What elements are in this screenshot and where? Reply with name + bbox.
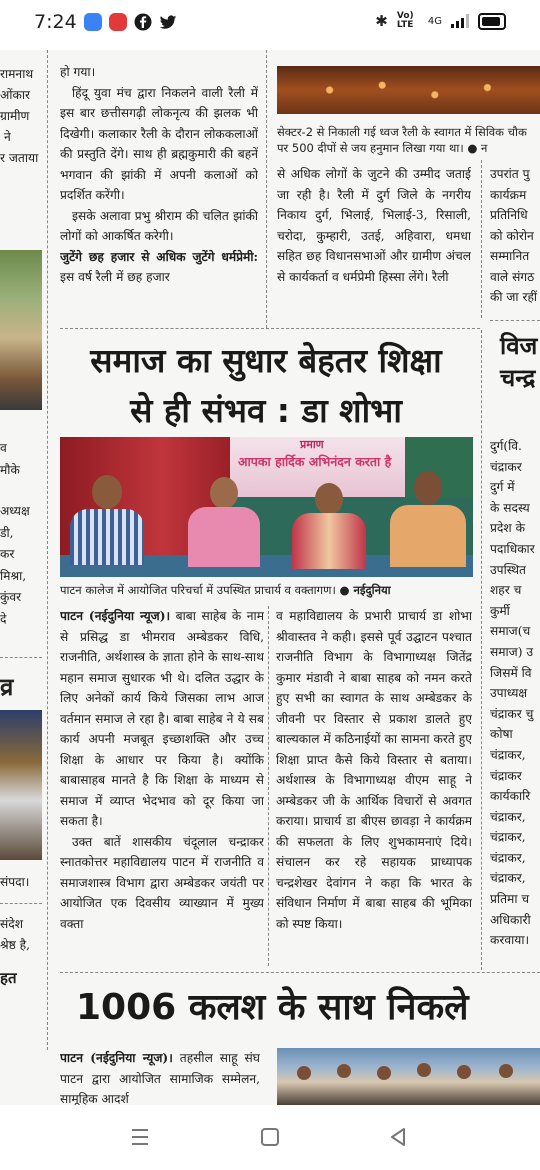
top-article-col2 xyxy=(277,164,471,314)
sos-app-icon xyxy=(109,13,127,31)
left-strip-line: व xyxy=(0,441,7,455)
caption-text: पाटन कालेज में आयोजित परिचर्चा में उपस्थित प्राचार्य व वक्तागण। xyxy=(60,583,336,597)
main-article-col2 xyxy=(276,606,472,968)
bold-lead: जुटेंगे छह हजार से अधिक जुटेंगे धर्मप्रेमी: xyxy=(60,249,258,264)
left-strip-line: संदेश xyxy=(0,917,23,931)
dateline: पाटन (नईदुनिया न्यूज)। xyxy=(60,1051,173,1065)
right-article-line: शहर च xyxy=(490,583,522,598)
seminar-photo-caption xyxy=(60,582,480,598)
left-strip-line: ने xyxy=(4,130,11,144)
person-2 xyxy=(188,477,260,567)
paragraph: हो गया। xyxy=(60,65,96,79)
battery-icon xyxy=(478,13,506,30)
section-divider xyxy=(490,320,540,321)
left-strip-line: अध्यक्ष xyxy=(0,504,30,518)
volte-label: Vo) LTE xyxy=(396,11,414,30)
right-article-line: चंद्राकर, xyxy=(490,871,526,886)
right-article-line: चंद्राकर xyxy=(490,459,522,474)
left-strip-line: ग्रामीण xyxy=(0,109,30,123)
main-article-col1 xyxy=(60,606,264,968)
right-article-line: कार्यकारि xyxy=(490,789,531,804)
main-headline xyxy=(52,336,480,436)
right-headline-line: चन्द्र xyxy=(500,364,536,392)
column-rule xyxy=(481,330,482,970)
navigation-bar xyxy=(0,1105,540,1170)
right-article-headline xyxy=(500,330,540,394)
left-strip-mid xyxy=(0,438,42,630)
right-article-line: चंद्राकर, xyxy=(490,830,526,845)
left-strip-photo xyxy=(0,250,42,410)
paragraph xyxy=(60,606,264,832)
right-article-line: प्रतिमा च xyxy=(490,892,530,907)
right-article-line: चंद्राकर xyxy=(490,768,522,783)
column-rule xyxy=(481,160,482,318)
left-strip-line: मिश्रा, xyxy=(0,568,27,583)
newspaper-page[interactable] xyxy=(0,50,540,1105)
right-article-line: चंद्राकर, xyxy=(490,747,526,762)
welcome-banner-text: आपका हार्दिक अभिनंदन करता है xyxy=(238,454,392,469)
top-article-col3 xyxy=(490,164,540,314)
back-icon[interactable] xyxy=(386,1125,410,1149)
main-headline-line1: समाज का सुधार बेहतर शिक्षा xyxy=(90,341,442,380)
home-icon[interactable] xyxy=(258,1125,282,1149)
right-article-line: दुर्ग(वि. xyxy=(490,439,522,453)
paragraph: उपरांत पु कार्यक्रम प्रतिनिधि को कोरोन सम्मानित वाले संगठ की जा रहीं xyxy=(490,167,538,304)
right-article-line: कुर्मी xyxy=(490,603,510,618)
left-strip-line: कुंवर xyxy=(0,590,22,604)
left-strip-line: हत xyxy=(0,969,17,987)
right-article-line: कोषा xyxy=(490,727,513,742)
status-time: 7:24 xyxy=(34,11,77,33)
seminar-photo xyxy=(60,437,473,577)
left-strip-divider-2 xyxy=(0,903,42,904)
right-article-line: जिसमें वि xyxy=(490,665,532,680)
paragraph: व महाविद्यालय के प्रभारी प्राचार्य डा शोभा श्रीवास्तव ने कही। इससे पूर्व उद्घाटन पश्चात राजनीति विभाग के विभागाध्यक्ष जितेंद्र कुमार मंडावी ने बाबा साहब को नमन करते हुए सभी का स्वागत के साथ अम्बेडकर के जीवनी पर विस्तार से प्रकाश डालते हुए बाल्यकाल में कठिनाईयों का सामना करते हुए शिक्षा प्राप्त कैसे किये विस्तार से बताया। अर्थशास्त्र के विभागाध्यक्ष वीएम साहू ने अम्बेडकर जी के आर्थिक विचारों से अवगत कराया। प्राचार्य डा बीएस छावड़ा ने कार्यक्रम की सफलता के लिए शुभकामनाएं दिये। संचालन कर रहे सहायक प्राध्यापक चन्द्रशेखर देवांगन ने कहा कि भारत के संविधान निर्माण में बाबा साहब की भूमिका को स्पष्ट किया। xyxy=(276,609,472,931)
right-article-line: चंद्राकर चु xyxy=(490,706,534,721)
top-article-col1 xyxy=(60,62,258,324)
left-strip-line: र जताया xyxy=(0,151,39,165)
right-article-line: चंद्राकर, xyxy=(490,809,526,824)
diya-photo-caption: सेक्टर-2 से निकाली गई ध्वज रैली के स्वागत में सिविक चौक पर 500 दीपों से जय हनुमान लिखा गया था। ● न xyxy=(277,125,527,155)
right-article-line: समाज) उ xyxy=(490,644,534,659)
welcome-banner-top: प्रमाण xyxy=(300,438,324,451)
paragraph xyxy=(60,1048,260,1105)
paragraph: हिंदू युवा मंच द्वारा निकलने वाली रैली में इस बार छत्तीसगढ़ी लोकनृत्य की झलक भी दिखेगी। कलाकार रैली के दौरान लोककलाओं की प्रस्तुति देंगे। साथ ही ब्रह्मकुमारी की बहनें भगवान की झांकी में अपनी कलाओं को प्रदर्शित करेंगी। xyxy=(60,85,258,202)
right-article-line: अधिकारी xyxy=(490,912,531,927)
right-article-line: उपस्थित xyxy=(490,562,526,577)
signal-icon xyxy=(451,14,469,28)
section-divider xyxy=(60,328,480,329)
twitter-icon xyxy=(159,13,177,31)
right-article-text xyxy=(490,436,540,956)
column-rule xyxy=(47,50,48,1050)
right-article-line: चंद्राकर, xyxy=(490,850,526,865)
left-strip-line: कर xyxy=(0,547,15,561)
main-headline-line2: से ही संभव : डा शोभा xyxy=(130,391,402,430)
diya-rally-photo xyxy=(277,66,540,114)
status-bar xyxy=(0,0,540,46)
left-strip-line: मौके xyxy=(0,462,20,477)
left-strip-bottom xyxy=(0,872,42,989)
right-article-line: के सदस्य xyxy=(490,500,530,515)
left-strip-line: डी, xyxy=(0,525,14,540)
kalash-rally-photo xyxy=(277,1048,540,1105)
left-strip-divider xyxy=(0,657,42,658)
left-strip-top xyxy=(0,64,42,169)
paragraph: उक्त बातें शासकीय चंदूलाल चन्द्राकर स्नातकोत्तर महाविद्यालय पाटन में राजनीति व समाजशास्त्र विभाग द्वारा अम्बेडकर जयंती पर आयोजित एक दिवसीय व्याख्यान में मुख्य वक्ता xyxy=(60,834,264,931)
bottom-headline: 1006 कलश के साथ निकले xyxy=(76,987,469,1028)
left-strip-line: दे xyxy=(0,611,7,626)
paragraph xyxy=(60,247,258,288)
left-strip-photo-2 xyxy=(0,710,42,860)
column-rule xyxy=(266,50,267,328)
person-1 xyxy=(70,475,144,565)
left-strip-line: संपदा। xyxy=(0,875,30,889)
recents-icon[interactable] xyxy=(128,1125,152,1149)
right-headline-line: विज xyxy=(500,332,538,360)
person-3 xyxy=(292,483,366,569)
paragraph-tail: इस वर्ष रैली में छह हजार xyxy=(60,270,170,284)
caption-source: ● नईदुनिया xyxy=(339,583,391,597)
system-icons xyxy=(375,12,506,30)
left-strip-line: श्रेष्ठ है, xyxy=(0,938,31,952)
left-strip-line: रामनाथ xyxy=(0,67,34,81)
right-article-line: प्रदेश के xyxy=(490,521,525,536)
person-4 xyxy=(390,471,466,567)
network-type-label: 4G xyxy=(427,15,442,27)
column-rule xyxy=(268,606,269,966)
section-divider xyxy=(60,972,540,973)
bluetooth-icon: ✱ xyxy=(375,12,388,30)
messages-app-icon xyxy=(84,13,102,31)
right-article-line: पदाधिकार xyxy=(490,541,535,556)
facebook-icon xyxy=(134,13,152,31)
right-article-line: समाज(च xyxy=(490,624,531,639)
bottom-article-text xyxy=(60,1048,260,1105)
paragraph-text: तहसील साहू संघ पाटन द्वारा आयोजित सामाजिक सम्मेलन, सामूहिक आदर्श xyxy=(60,1051,260,1105)
dateline: पाटन (नईदुनिया न्यूज)। xyxy=(60,609,171,623)
paragraph: इसके अलावा प्रभु श्रीराम की चलित झांकी लोगों को आकर्षित करेगी। xyxy=(60,208,258,243)
right-article-line: करवाया। xyxy=(490,933,530,948)
right-article-line: दुर्ग में xyxy=(490,480,515,495)
left-strip-section-char: व्र xyxy=(0,673,14,701)
paragraph-text: बाबा साहेब के नाम से प्रसिद्ध डा भीमराव अम्बेडकर विधि, राजनीति, अर्थशास्त्र के ज्ञाता होने के साथ-साथ महान समाज सुधारक भी थे। दलित उद्धार के लिए अनेकों कार्य किये जिसका लाभ आज वर्तमान समाज ले रहा है। बाबा साहेब ने ये सब कार्य अपनी मजबूत इच्छाशक्ति और उच्च शिक्षा के आधार पर किया है। क्योंकि बाबासाहब मानते है कि शिक्षा के माध्यम से समाज में व्याप्त भेदभाव को दूर किया जा सकता है। xyxy=(60,609,264,828)
right-article-line: उपाध्यक्ष xyxy=(490,686,528,701)
left-strip-line: ओंकार xyxy=(0,88,30,102)
notification-icons xyxy=(84,13,177,31)
paragraph: से अधिक लोगों के जुटने की उम्मीद जताई जा रही है। रैली में दुर्ग जिले के नगरीय निकाय दुर्ग, भिलाई, भिलाई-3, रिसाली, चरोदा, कुम्हारी, उतई, अहिवारा, धमधा सहित छह विधानसभाओं और ग्रामीण अंचल से कार्यकर्ता व धर्मप्रेमी हिस्सा लेंगे। रैली xyxy=(277,167,471,284)
